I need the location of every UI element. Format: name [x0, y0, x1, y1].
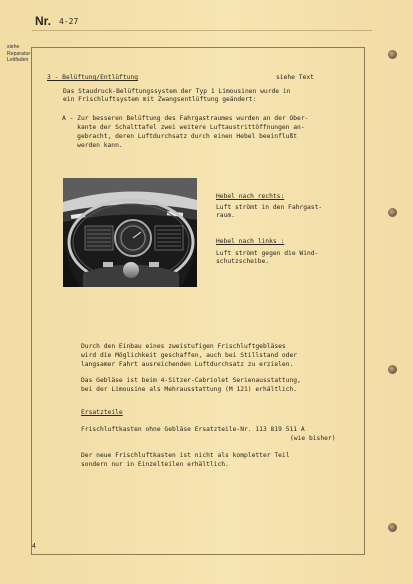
section-heading-text: 3 - Belüftung/Entlüftung	[47, 74, 138, 81]
ersatzteile-title: Ersatzteile	[81, 409, 123, 416]
binder-hole	[388, 208, 397, 217]
header-number: 4-27	[59, 17, 79, 26]
side-note-line: siehe	[7, 44, 20, 50]
paragraph-line: Das Gebläse ist beim 4-Sitzer-Cabriolet Serienausstattung,	[81, 377, 301, 384]
dashboard-photo	[63, 178, 197, 287]
item-a-line: werden kann.	[62, 142, 123, 149]
lever-left-text: Luft strömt gegen die Wind-	[216, 250, 319, 257]
section-heading-ref: siehe Text	[276, 74, 314, 81]
ersatzteile-note-line: Der neue Frischluftkasten ist nicht als kompletter Teil	[81, 452, 290, 459]
binder-hole	[388, 50, 397, 59]
side-note-line: Leitfaden	[7, 57, 29, 63]
lever-right-text: Luft strömt in den Fahrgast-	[216, 204, 323, 211]
paragraph-line: bei der Limousine als Mehrausstattung (M 121) erhältlich.	[81, 386, 298, 393]
ersatzteile-note-line: sondern nur in Einzelteilen erhältlich.	[81, 461, 229, 468]
item-a-line: kante der Schalttafel zwei weitere Luftaustrittöffnungen an-	[62, 124, 305, 131]
header-rule	[32, 30, 372, 31]
lever-right-title: Hebel nach rechts:	[216, 193, 285, 200]
lever-right-text: raum.	[216, 212, 235, 219]
lever-left-title: Hebel nach links :	[216, 238, 285, 245]
page-number: 4	[32, 543, 36, 550]
binder-hole	[388, 365, 397, 374]
intro-line: Das Staudruck-Belüftungssystem der Typ 1 Limousinen wurde in	[63, 88, 291, 95]
lever-left-text: schutzscheibe.	[216, 258, 270, 265]
item-a-line: gebracht, deren Luftdurchsatz durch einen Hebel beeinflußt	[62, 133, 298, 140]
header-nr-label: Nr.	[35, 14, 52, 28]
paragraph-line: langsamer Fahrt ausreichenden Luftdurchsatz zu erzielen.	[81, 361, 294, 368]
paragraph-line: wird die Möglichkeit geschaffen, auch bei Stillstand oder	[81, 352, 298, 359]
ersatzteile-line-remark: (wie bisher)	[290, 435, 336, 442]
binder-hole	[388, 523, 397, 532]
intro-line: ein Frischluftsystem mit Zwangsentlüftung geändert:	[63, 96, 257, 103]
item-a-line: A - Zur besseren Belüftung des Fahrgastraumes wurden an der Ober-	[62, 115, 309, 122]
section-heading	[47, 74, 138, 81]
side-note-line: Reparatur-	[7, 50, 32, 57]
dashboard-illustration	[63, 178, 197, 287]
ersatzteile-line: Frischluftkasten ohne Gebläse Ersatzteile-Nr. 113 819 511 A	[81, 426, 305, 433]
paragraph-line: Durch den Einbau eines zweistufigen Frischluftgebläses	[81, 343, 286, 350]
